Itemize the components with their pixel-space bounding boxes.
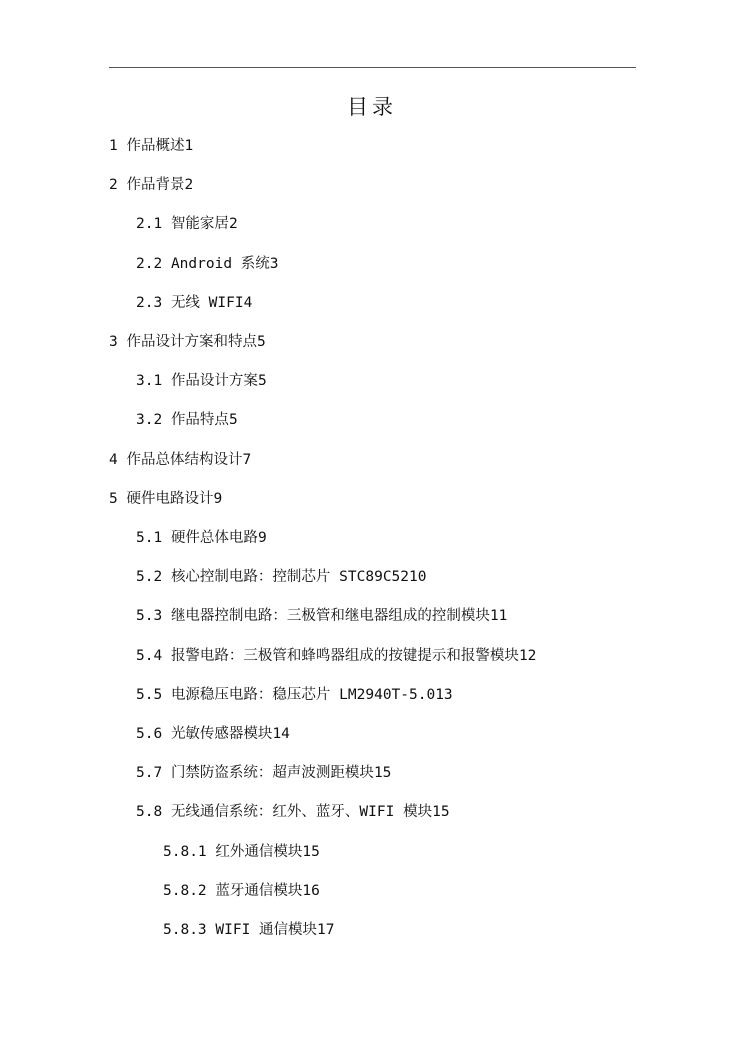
toc-entry-number: 3.1	[136, 373, 163, 390]
toc-entry-number: 3.2	[136, 412, 163, 429]
toc-entry-number: 4	[109, 451, 118, 468]
toc-entry[interactable]	[136, 254, 279, 274]
page-title: 目录	[347, 95, 397, 119]
toc-entry-page: 15	[432, 804, 450, 821]
toc-entry-page: 15	[373, 765, 392, 782]
toc-entry-page: 14	[272, 726, 290, 742]
toc-entry-number: 5.3	[136, 608, 163, 625]
toc-entry-number: 5.5	[136, 686, 163, 703]
toc-entry[interactable]	[163, 881, 320, 901]
toc-entry-number: 3	[109, 334, 118, 350]
toc-entry-title: 红外通信模块	[215, 843, 303, 860]
toc-entry-title: 作品设计方案	[170, 373, 258, 390]
toc-entry[interactable]	[136, 567, 426, 587]
toc-entry-page: 11	[489, 608, 508, 625]
toc-entry-title: 无线 WIFI	[170, 294, 244, 311]
toc-entry-page: 2	[184, 177, 194, 194]
toc-entry-number: 2.1	[136, 216, 163, 233]
toc-entry-title: 门禁防盗系统：超声波测距模块	[170, 765, 374, 782]
toc-entry[interactable]	[136, 410, 238, 430]
toc-entry-page: 7	[242, 451, 252, 468]
toc-entry[interactable]	[136, 606, 507, 626]
toc-entry-number: 5.4	[136, 647, 163, 664]
toc-entry-page: 3	[269, 255, 279, 272]
toc-entry[interactable]	[163, 920, 335, 940]
toc-entry-number: 1	[109, 138, 118, 154]
toc-entry-title: 光敏传感器模块	[170, 726, 273, 742]
toc-entry-page: 5	[257, 373, 267, 390]
toc-entry-title: 作品特点	[170, 412, 229, 429]
toc-entry[interactable]	[136, 293, 252, 313]
toc-entry-title: 作品背景	[126, 177, 185, 194]
toc-entry-title: 作品总体结构设计	[126, 451, 243, 468]
toc-entry-page: 12	[518, 647, 537, 664]
toc-entry-title: WIFI 通信模块	[215, 922, 318, 938]
toc-entry-page: 4	[243, 294, 253, 311]
toc-entry-title: 作品设计方案和特点	[126, 334, 257, 350]
toc-entry-title: 继电器控制电路：三极管和继电器组成的控制模块	[170, 608, 490, 625]
toc-entry-number: 5	[109, 490, 118, 507]
toc-entry[interactable]	[109, 450, 251, 470]
toc-entry-page: 10	[409, 569, 427, 586]
toc-entry[interactable]	[136, 528, 267, 548]
toc-entry-page: 16	[302, 882, 320, 899]
toc-entry[interactable]	[109, 175, 193, 195]
toc-entry-title: 作品概述	[126, 138, 185, 154]
toc-entry[interactable]	[136, 685, 453, 705]
toc-entry-page: 2	[228, 216, 238, 233]
toc-entry-number: 5.2	[136, 569, 163, 586]
toc-entry[interactable]	[109, 136, 193, 156]
toc-entry[interactable]	[163, 842, 320, 862]
toc-entry-page: 1	[184, 138, 194, 154]
toc-entry-page: 5	[228, 412, 238, 429]
toc-entry[interactable]	[136, 724, 290, 744]
toc-entry[interactable]	[136, 802, 450, 822]
toc-entry-number: 5.8.3	[163, 922, 207, 938]
toc-entry-number: 5.8.1	[163, 843, 207, 860]
toc-entry-title: 核心控制电路：控制芯片 STC89C52	[170, 569, 410, 586]
toc-entry-page: 13	[435, 686, 453, 703]
toc-entry-title: 硬件电路设计	[126, 490, 214, 507]
toc-entry-page: 5	[256, 334, 266, 350]
toc-entry-title: 电源稳压电路：稳压芯片 LM2940T-5.0	[170, 686, 436, 703]
toc-entry[interactable]	[136, 371, 267, 391]
toc-entry-number: 2	[109, 177, 118, 194]
toc-entry-number: 5.1	[136, 530, 163, 546]
toc-entry-title: 蓝牙通信模块	[215, 882, 303, 899]
toc-entry-page: 9	[257, 530, 267, 546]
toc-entry-number: 5.6	[136, 726, 163, 742]
toc-entry[interactable]	[136, 646, 536, 666]
toc-entry-title: 硬件总体电路	[170, 530, 258, 546]
toc-entry-title: 智能家居	[170, 216, 229, 233]
toc-entry-number: 2.3	[136, 294, 163, 311]
toc-entry[interactable]	[109, 489, 222, 509]
toc-entry-number: 5.8.2	[163, 882, 207, 899]
toc-entry-number: 5.8	[136, 804, 163, 821]
toc-entry-number: 2.2	[136, 255, 163, 272]
toc-entry-page: 17	[317, 922, 335, 938]
toc-entry[interactable]	[136, 214, 238, 234]
toc-entry-title: 无线通信系统：红外、蓝牙、WIFI 模块	[170, 804, 433, 821]
toc-entry-page: 9	[213, 490, 223, 507]
toc-entry-title: 报警电路：三极管和蜂鸣器组成的按键提示和报警模块	[170, 647, 519, 664]
toc-entry-title: Android 系统	[170, 255, 270, 272]
toc-entry[interactable]	[136, 763, 391, 783]
toc-entry-page: 15	[302, 843, 320, 860]
toc-entry-number: 5.7	[136, 765, 163, 782]
toc-entry[interactable]	[109, 332, 266, 352]
